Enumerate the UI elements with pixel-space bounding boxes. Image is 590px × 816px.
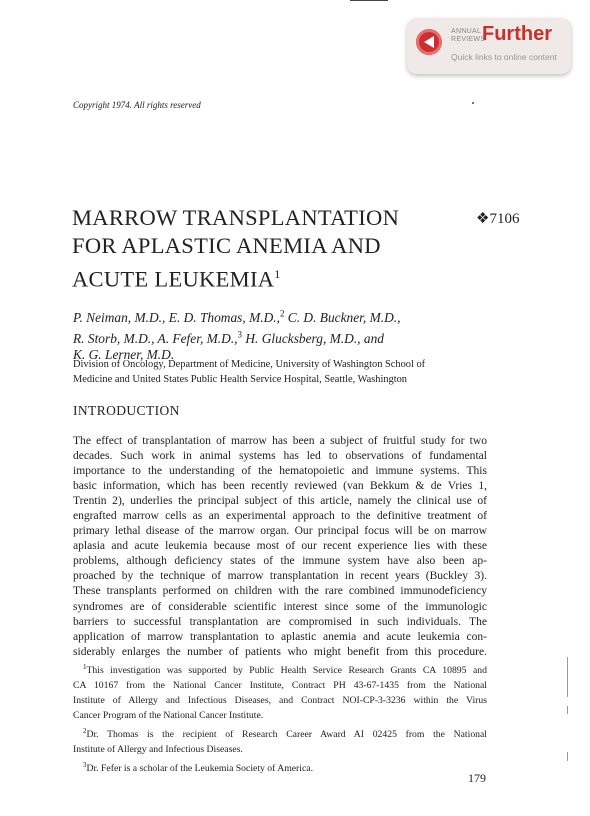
- affiliation-line: Division of Oncology, Department of Medicine, University of Washington School of: [73, 359, 426, 370]
- copyright-notice: Copyright 1974. All rights reserved: [73, 100, 201, 110]
- play-left-icon: [416, 29, 442, 55]
- footnote-text: Dr. Thomas is the recipient of Research Career Award AI 02425 from the National: [86, 729, 487, 741]
- body-line: proached by the technique of marrow transplantation in recent years (Buckley 3).: [73, 570, 487, 583]
- authors-text: C. D. Buckner, M.D.,: [284, 310, 401, 326]
- affiliation: [73, 358, 425, 387]
- body-line: syndromes are of considerable scientific interest since some of the immunologic: [73, 600, 487, 613]
- body-line: aplasia and acute leukemia because most of our recent experience lies with these: [73, 540, 487, 553]
- title-line: ACUTE LEUKEMIA: [72, 266, 275, 292]
- footnotes: [73, 660, 487, 777]
- body-line: barriers to successful transplantation are compromised in such individuals. The: [73, 615, 487, 628]
- body-line: application of marrow transplantation to aplastic anemia and acute leukemia con-: [73, 630, 487, 643]
- reference-number: [476, 209, 519, 228]
- top-rule: [350, 0, 388, 1]
- body-paragraph: [73, 434, 487, 660]
- footnote-line: Institute of Allergy and Infectious Diseases.: [73, 744, 243, 755]
- footnote-mark: 3: [83, 760, 87, 769]
- reference-number-value: 7106: [489, 211, 520, 227]
- body-line: Trentin 2), underlies the principal subject of this article, namely the clinical use of: [73, 495, 487, 508]
- footnote-line: CA 10167 from the National Cancer Institute, Contract PH 43-67-1435 from the National: [73, 680, 487, 692]
- body-line: basic information, which has been recently reviewed (van Bekkum & de Vries 1,: [73, 480, 487, 493]
- body-line: decades. Such work in animal systems has led to observations of fundamental: [73, 450, 487, 463]
- section-heading: INTRODUCTION: [73, 403, 180, 418]
- body-line: primary lethal disease of the marrow organ. Our principal focus will be on marrow: [73, 525, 487, 538]
- footnote-text: This investigation was supported by Public Health Service Research Grants CA 10895 and: [86, 665, 487, 677]
- title-footnote-mark: 1: [274, 267, 281, 281]
- badge-annual-label: ANNUAL: [451, 28, 482, 35]
- footnote-line: [73, 724, 487, 743]
- title-line: MARROW TRANSPLANTATION: [72, 205, 400, 230]
- article-title: [72, 204, 399, 294]
- margin-mark: [567, 752, 568, 761]
- body-line: engrafted marrow cells as an experimental approach to the definitive treatment of: [73, 510, 487, 523]
- footnote-line: Cancer Program of the National Cancer Institute.: [73, 709, 264, 721]
- margin-mark: [567, 657, 568, 697]
- footnote-line: Institute of Allergy and Infectious Diseases, and Contract NOI-CP-3-3236 within the Virus: [73, 695, 487, 707]
- title-line: FOR APLASTIC ANEMIA AND: [72, 233, 381, 258]
- badge-reviews-label: REVIEWS: [451, 36, 486, 43]
- authors-line: [73, 310, 400, 325]
- footnote-mark: 2: [279, 309, 285, 319]
- authors-line: [73, 331, 384, 346]
- footnote-mark: 2: [83, 726, 87, 735]
- authors-text: H. Glucksberg, M.D., and: [242, 331, 384, 347]
- page-number: 179: [468, 771, 486, 785]
- body-line: problems, although deficiency states of the immune system have also been ap-: [73, 555, 487, 568]
- badge-tagline: Quick links to online content: [451, 52, 557, 62]
- footnote-line: [73, 660, 487, 679]
- footnote-mark: 1: [83, 663, 87, 671]
- stray-dot: [472, 102, 474, 104]
- authors-line: K. G. Lerner, M.D.: [73, 347, 175, 363]
- author-list: [73, 306, 400, 364]
- body-line: importance to the understanding of the hematopoietic and immune systems. This: [73, 465, 487, 478]
- authors-text: R. Storb, M.D., A. Fefer, M.D.,: [73, 331, 238, 347]
- footnote-line: [73, 758, 487, 777]
- body-line: siderably enlarges the number of patients who might benefit from this procedure.: [73, 645, 487, 658]
- footnote-mark: 3: [237, 329, 243, 340]
- footnote-text: Dr. Fefer is a scholar of the Leukemia Society of America.: [86, 763, 314, 775]
- affiliation-line: Medicine and United States Public Health Service Hospital, Seattle, Washington: [73, 373, 408, 385]
- body-line: The effect of transplantation of marrow has been a subject of fruitful study for two: [73, 435, 487, 447]
- margin-mark: [567, 706, 568, 714]
- authors-text: P. Neiman, M.D., E. D. Thomas, M.D.,: [73, 310, 280, 326]
- diamond-icon: ❖: [476, 211, 490, 227]
- body-line: These transplants performed on children with the rare combined immunodeficiency: [73, 585, 487, 598]
- annual-reviews-further-badge[interactable]: [407, 18, 571, 74]
- badge-further-label: Further: [482, 23, 552, 45]
